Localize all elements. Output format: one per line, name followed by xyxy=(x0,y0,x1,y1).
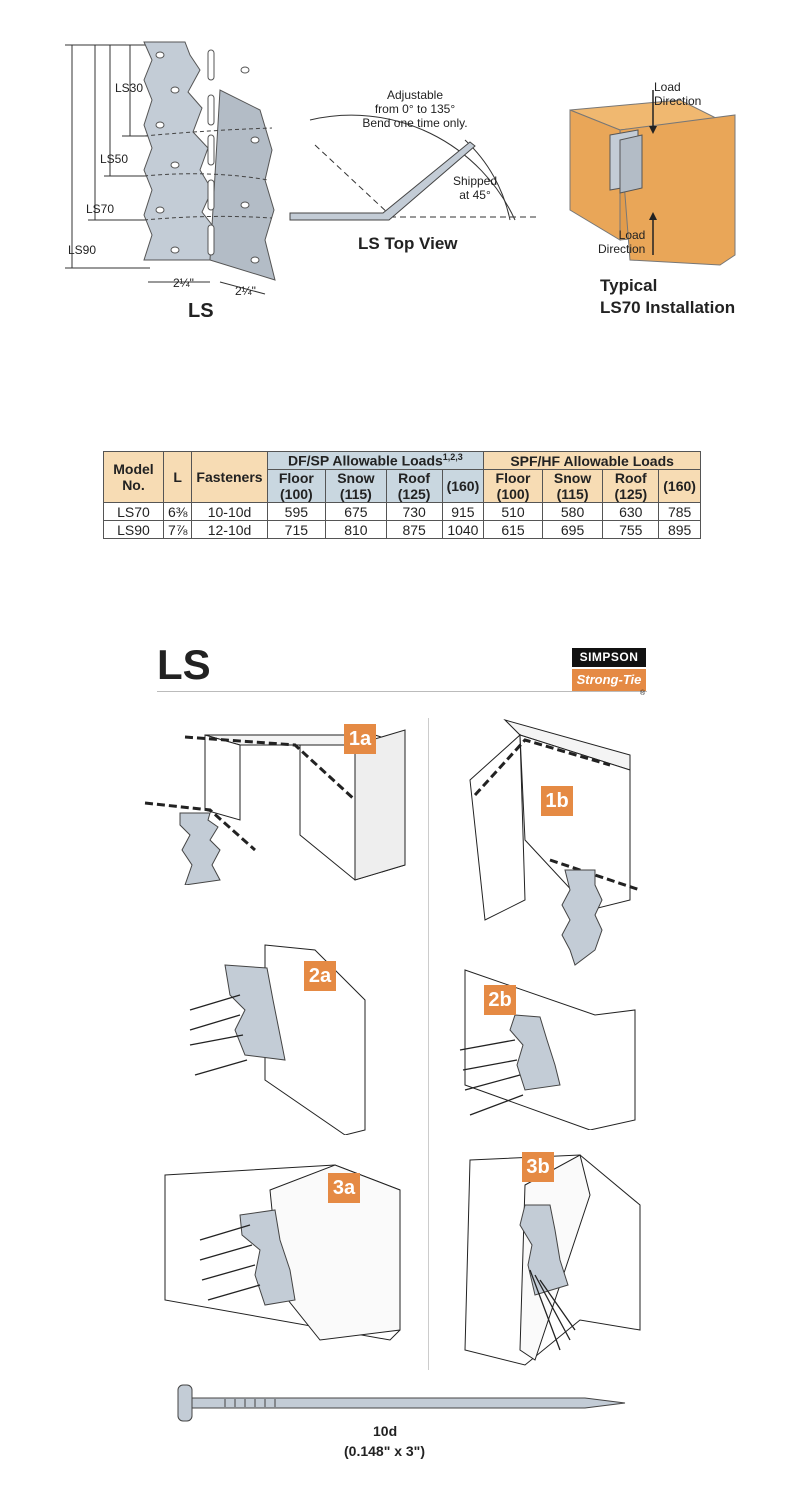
install-title: LS xyxy=(157,641,211,688)
th-df-snow: Snow (115) xyxy=(326,470,387,503)
step-3b-badge: 3b xyxy=(522,1152,554,1182)
logo-strong-tie: Strong-Tie xyxy=(572,669,646,691)
dim-ls50: LS50 xyxy=(100,152,129,166)
step-1a-badge: 1a xyxy=(344,724,376,754)
step-3a-illustration xyxy=(160,1160,415,1345)
installation-caption: Typical LS70 Installation xyxy=(600,276,736,317)
note-adjustable: Adjustable from 0° to 135° Bend one time only. xyxy=(362,88,468,130)
note-shipped: Shipped at 45° xyxy=(452,174,498,202)
top-view-label: LS Top View xyxy=(358,234,458,253)
dim-ls90: LS90 xyxy=(68,243,97,257)
nail-10d-icon xyxy=(175,1382,635,1426)
th-spf-160: (160) xyxy=(659,470,701,503)
step-3a-badge: 3a xyxy=(328,1173,360,1203)
figure-ls-label: LS xyxy=(188,300,214,322)
th-l: L xyxy=(163,452,191,503)
dim-width-a: 2¼" xyxy=(173,276,194,290)
dim-ls70: LS70 xyxy=(86,202,115,216)
step-1a-illustration xyxy=(140,715,420,885)
th-spf-snow: Snow (115) xyxy=(542,470,603,503)
dim-ls30: LS30 xyxy=(115,81,144,95)
step-2b-badge: 2b xyxy=(484,985,516,1015)
th-df: DF/SP Allowable Loads$^{1,2,3}$ xyxy=(267,452,484,470)
ls-connector-diagram xyxy=(60,30,290,300)
th-spf-floor: Floor (100) xyxy=(484,470,543,503)
load-direction-top: Load Direction xyxy=(654,80,702,108)
nail-size: (0.148" x 3") xyxy=(344,1443,425,1459)
th-df-160: (160) xyxy=(442,470,484,503)
table-row: LS90 7⅞ 12-10d 715 810 875 1040 615 695 755 895 xyxy=(104,521,701,539)
allowable-loads-table xyxy=(103,451,701,539)
step-1b-badge: 1b xyxy=(541,786,573,816)
column-divider xyxy=(428,718,429,1370)
title-divider xyxy=(157,691,647,692)
th-spf: SPF/HF Allowable Loads xyxy=(484,452,701,470)
load-direction-bottom: Load Direction xyxy=(598,228,646,256)
th-df-floor: Floor (100) xyxy=(267,470,326,503)
logo-registered-mark: ® xyxy=(640,690,646,697)
th-df-roof: Roof (125) xyxy=(386,470,442,503)
step-1b-illustration xyxy=(460,710,650,970)
step-2a-illustration xyxy=(185,940,385,1135)
th-model: Model No. xyxy=(104,452,164,503)
th-spf-roof: Roof (125) xyxy=(603,470,659,503)
ls70-installation-diagram xyxy=(560,90,740,270)
step-2a-badge: 2a xyxy=(304,961,336,991)
dim-width-b: 2¼" xyxy=(235,284,256,298)
table-row: LS70 6⅜ 10-10d 595 675 730 915 510 580 630 785 xyxy=(104,503,701,521)
nail-label: 10d xyxy=(373,1423,398,1439)
step-3b-illustration xyxy=(460,1150,645,1370)
logo-simpson: SIMPSON xyxy=(572,648,646,667)
th-fasteners: Fasteners xyxy=(192,452,267,503)
